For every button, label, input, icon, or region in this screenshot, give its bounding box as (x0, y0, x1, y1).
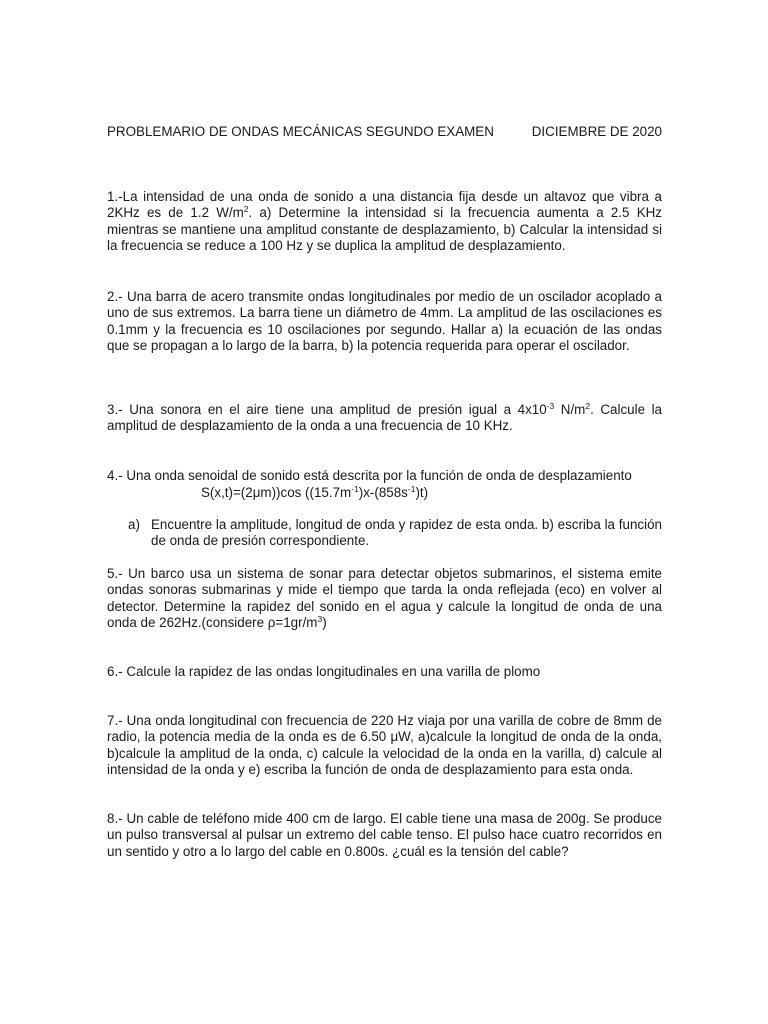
title-subject: PROBLEMARIO DE ONDAS MECÁNICAS SEGUNDO EXAMEN (107, 124, 494, 139)
problem-8: 8.- Un cable de teléfono mide 400 cm de largo. El cable tiene una masa de 200g. Se produce un pulso transversal al pulsar un extremo del cable tenso. El pulso hace cuatro recorridos en un sentido y otro a lo largo del cable en 0.800s. ¿cuál es la tensión del cable? (107, 811, 662, 859)
problem-5: 5.- Un barco usa un sistema de sonar para detectar objetos submarinos, el sistema emite ondas sonoras submarinas y mide el tiempo que tarda la onda reflejada (eco) en volver al detector. Determine la rapidez del sonido en el agua y calcule la longitud de onda de una onda de 262Hz.(considere $\rho=1gr/m^3$) (107, 566, 662, 631)
displacement-formula: S(x,t)=(2μm))cos $((15.7m^{-1})x-(858s^{-1})t)$ (201, 484, 429, 500)
problem-2: 2.- Una barra de acero transmite ondas longitudinales por medio de un oscilador acoplado a uno de sus extremos. La barra tiene un diámetro de 4mm. La amplitud de las oscilaciones es 0.1mm y la frecuencia es 10 oscilaciones por segundo. Hallar a) la ecuación de las ondas que se propagan a lo largo de la barra, b) la potencia requerida para operar el oscilador. (107, 289, 662, 354)
problem-4: 4.- Una onda senoidal de sonido está descrita por la función de onda de desplazamiento (107, 468, 632, 483)
subitem-text: Encuentre la amplitude, longitud de onda y rapidez de esta onda. b) escriba la función de onda de presión correspondiente. (151, 517, 662, 549)
problem-4-subitem (128, 517, 662, 550)
problem-1: 1.-La intensidad de una onda de sonido a una distancia fija desde un altavoz que vibra a 2KHz es de 1.2 $W/m^2$. a) Determine la intensidad si la frecuencia aumenta a 2.5 KHz mientras se mantiene una amplitud constante de desplazamiento, b) Calcular la intensidad si la frecuencia se reduce a 100 Hz y se duplica la amplitud de desplazamiento. (107, 189, 662, 254)
problem-7: 7.- Una onda longitudinal con frecuencia de 220 Hz viaja por una varilla de cobre de 8mm de radio, la potencia media de la onda es de 6.50 μW, a)calcule la longitud de onda de la onda, b)calcule la amplitud de la onda, c) calcule la velocidad de la onda en la varilla, d) calcule al intensidad de la onda y e) escriba la función de onda de desplazamiento para esta onda. (107, 713, 662, 778)
document-title (107, 124, 662, 140)
title-date: DICIEMBRE DE 2020 (531, 124, 662, 139)
subitem-label: a) (128, 517, 140, 532)
problem-6: 6.- Calcule la rapidez de las ondas longitudinales en una varilla de plomo (107, 664, 541, 679)
problem-3: 3.- Una sonora en el aire tiene una amplitud de presión igual a $4x10^{-3}$ $N/m^2$. Calcule la amplitud de desplazamiento de la onda a una frecuencia de 10 KHz. (107, 401, 663, 434)
